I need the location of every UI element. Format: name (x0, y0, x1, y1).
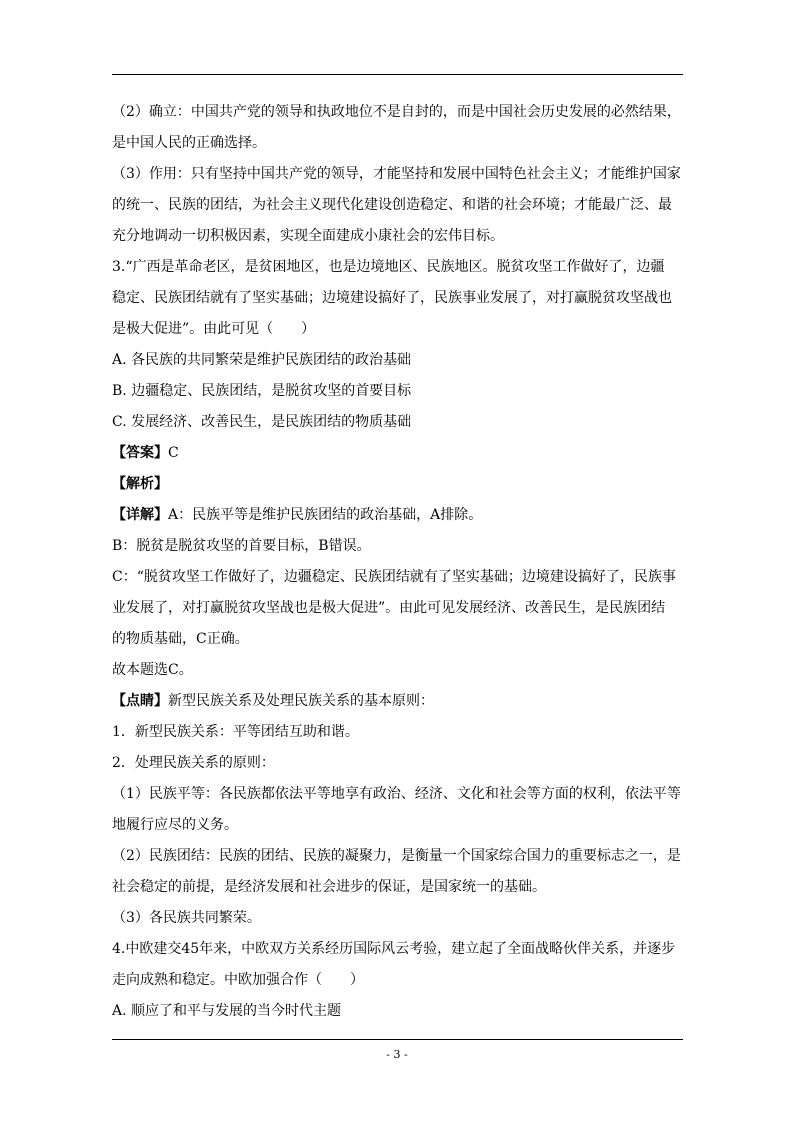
section-label: 【详解】 (112, 507, 168, 523)
text-line (112, 252, 684, 283)
text-line (112, 562, 684, 593)
text-line (112, 779, 684, 810)
text-line (112, 376, 684, 407)
line-text: C. 发展经济、改善民生，是民族团结的物质基础 (112, 414, 412, 430)
line-text: 稳定、民族团结就有了坚实基础；边境建设搞好了，民族事业发展了，对打赢脱贫攻坚战也 (112, 290, 672, 306)
footer-rule (112, 1039, 683, 1040)
line-text: 4.中欧建交45年来，中欧双方关系经历国际风云考验，建立起了全面战略伙伴关系，并逐步 (112, 941, 676, 957)
line-text: 业发展了，对打赢脱贫攻坚战也是极大促进”。由此可见发展经济、改善民生，是民族团结 (112, 600, 666, 616)
text-line (112, 748, 684, 779)
text-line (112, 314, 684, 345)
section-label: 【答案】 (112, 445, 168, 461)
line-text: 3.“广西是革命老区，是贫困地区，也是边境地区、民族地区。脱贫攻坚工作做好了，边疆 (112, 259, 665, 275)
text-line (112, 128, 684, 159)
text-line (112, 159, 684, 190)
line-text: 地履行应尽的义务。 (112, 817, 238, 833)
text-line (112, 841, 684, 872)
text-line (112, 469, 684, 500)
line-text: 1．新型民族关系：平等团结互助和谐。 (112, 724, 359, 740)
line-text: 2．处理民族关系的原则： (112, 755, 275, 771)
line-text: （2）确立：中国共产党的领导和执政地位不是自封的，而是中国社会历史发展的必然结果， (112, 104, 681, 120)
text-line (112, 531, 684, 562)
text-line (112, 934, 684, 965)
text-line (112, 283, 684, 314)
text-line (112, 97, 684, 128)
line-text: （2）民族团结：民族的团结、民族的凝聚力，是衡量一个国家综合国力的重要标志之一，是 (112, 848, 681, 864)
line-text: C (168, 445, 179, 461)
line-text: 走向成熟和稳定。中欧加强合作（ ） (112, 972, 364, 988)
line-text: （3）各民族共同繁荣。 (112, 910, 261, 926)
text-line (112, 190, 684, 221)
text-line (112, 655, 684, 686)
line-text: 新型民族关系及处理民族关系的基本原则： (168, 693, 434, 709)
text-line (112, 500, 684, 531)
line-text: 充分地调动一切积极因素，实现全面建成小康社会的宏伟目标。 (112, 228, 504, 244)
line-text: B. 边疆稳定、民族团结，是脱贫攻坚的首要目标 (112, 383, 412, 399)
line-text: B：脱贫是脱贫攻坚的首要目标，B错误。 (112, 538, 371, 554)
text-line (112, 438, 684, 469)
line-text: 的物质基础，C正确。 (112, 631, 249, 647)
header-rule (112, 74, 683, 75)
section-label: 【点睛】 (112, 693, 168, 709)
line-text: 是极大促进”。由此可见（ ） (112, 321, 316, 337)
line-text: A. 顺应了和平与发展的当今时代主题 (112, 1003, 342, 1019)
line-text: A：民族平等是维护民族团结的政治基础，A排除。 (168, 507, 483, 523)
page-number: - 3 - (386, 1048, 408, 1061)
text-line (112, 221, 684, 252)
text-line (112, 407, 684, 438)
line-text: 是中国人民的正确选择。 (112, 135, 266, 151)
line-text: C：“脱贫攻坚工作做好了，边疆稳定、民族团结就有了坚实基础；边境建设搞好了，民族事 (112, 569, 676, 585)
text-line (112, 872, 684, 903)
line-text: 社会稳定的前提，是经济发展和社会进步的保证，是国家统一的基础。 (112, 879, 546, 895)
text-line (112, 903, 684, 934)
line-text: 故本题选C。 (112, 662, 193, 678)
document-body (112, 97, 684, 1027)
text-line (112, 965, 684, 996)
line-text: A. 各民族的共同繁荣是维护民族团结的政治基础 (112, 352, 412, 368)
line-text: （1）民族平等：各民族都依法平等地享有政治、经济、文化和社会等方面的权利，依法平等 (112, 786, 681, 802)
section-label: 【解析】 (112, 476, 168, 492)
text-line (112, 996, 684, 1027)
text-line (112, 624, 684, 655)
text-line (112, 810, 684, 841)
text-line (112, 593, 684, 624)
text-line (112, 686, 684, 717)
line-text: （3）作用：只有坚持中国共产党的领导，才能坚持和发展中国特色社会主义；才能维护国家 (112, 166, 681, 182)
text-line (112, 717, 684, 748)
line-text: 的统一、民族的团结，为社会主义现代化建设创造稳定、和谐的社会环境；才能最广泛、最 (112, 197, 672, 213)
text-line (112, 345, 684, 376)
